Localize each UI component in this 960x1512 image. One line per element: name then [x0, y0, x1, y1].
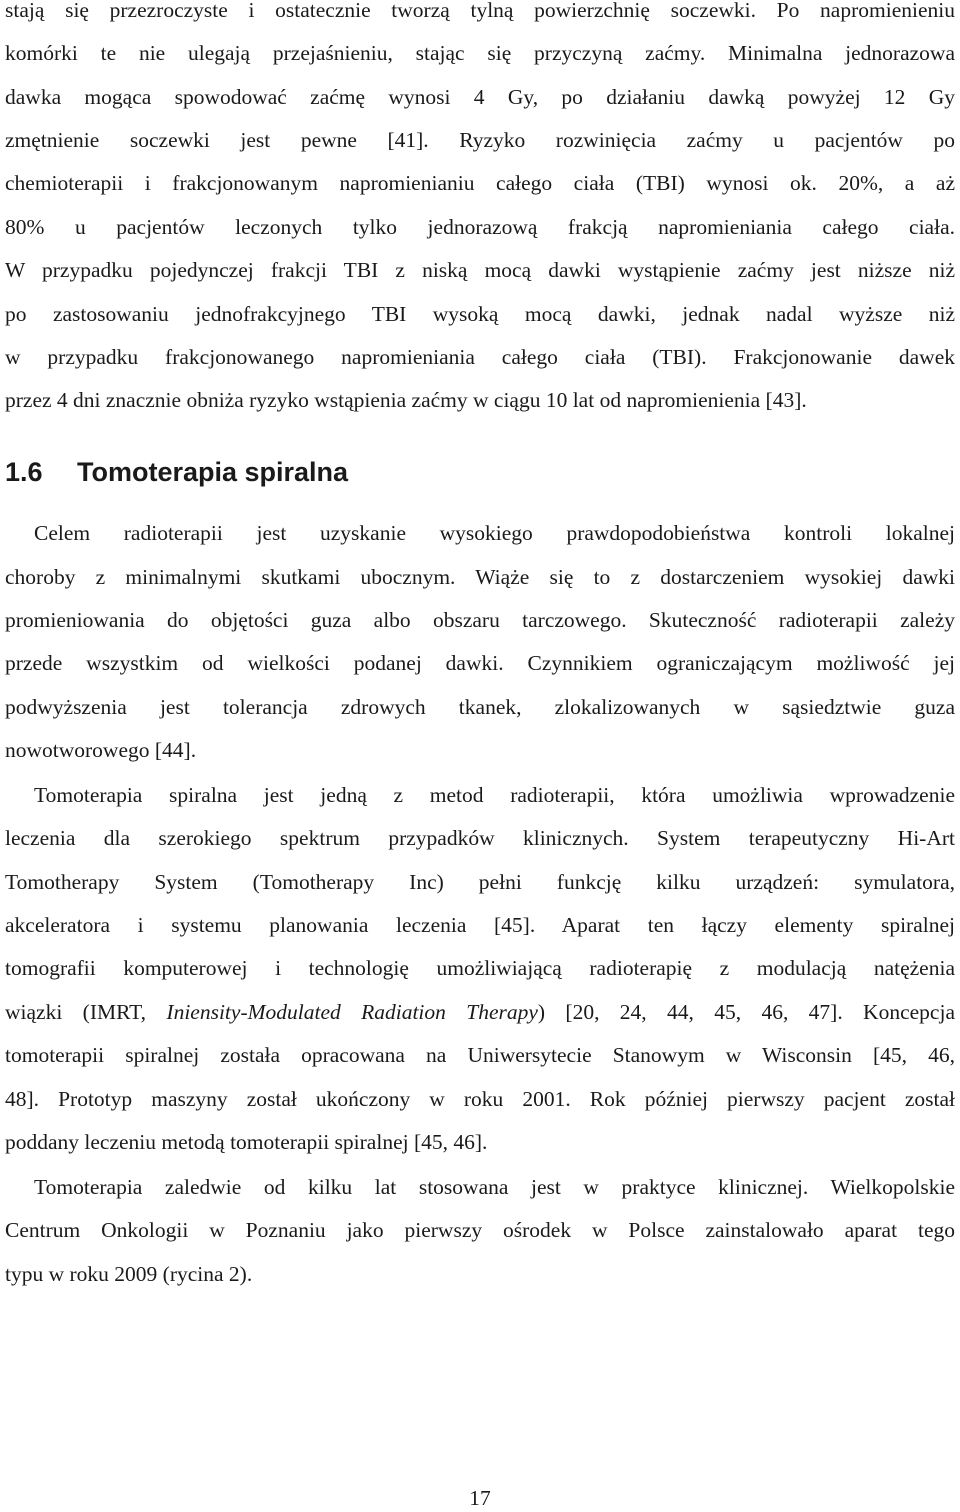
text-line: Centrum Onkologii w Poznaniu jako pierwszy ośrodek w Polsce zainstalowało aparat tego — [5, 1218, 955, 1242]
text-line: 80% u pacjentów leczonych tylko jednorazową frakcją napromieniania całego ciała. — [5, 215, 955, 239]
text-line: tomografii komputerowej i technologię umożliwiającą radioterapię z modulacją natężenia — [5, 956, 955, 980]
text-segment: ) [20, 24, 44, 45, 46, 47]. Koncepcja — [537, 1000, 955, 1024]
text-line: stają się przezroczyste i ostatecznie tworzą tylną powierzchnię soczewki. Po napromienieniu — [5, 0, 955, 22]
text-line: komórki te nie ulegają przejaśnieniu, stając się przyczyną zaćmy. Minimalna jednorazowa — [5, 41, 955, 65]
text-line: w przypadku frakcjonowanego napromieniania całego ciała (TBI). Frakcjonowanie dawek — [5, 345, 955, 369]
text-line: Tomoterapia spiralna jest jedną z metod radioterapii, która umożliwia wprowadzenie — [34, 783, 955, 807]
text-line: po zastosowaniu jednofrakcyjnego TBI wysoką mocą dawki, jednak nadal wyższe niż — [5, 302, 955, 326]
section-number: 1.6 — [5, 457, 43, 487]
text-line: typu w roku 2009 (rycina 2). — [5, 1262, 253, 1286]
text-line: leczenia dla szerokiego spektrum przypadków klinicznych. System terapeutyczny Hi-Art — [5, 826, 955, 850]
text-line: przez 4 dni znacznie obniża ryzyko wstąpienia zaćmy w ciągu 10 lat od napromienienia [43]. — [5, 388, 807, 412]
text-line: dawka mogąca spowodować zaćmę wynosi 4 Gy, po działaniu dawką powyżej 12 Gy — [5, 85, 955, 109]
text-line: podwyższenia jest tolerancja zdrowych tkanek, zlokalizowanych w sąsiedztwie guza — [5, 695, 955, 719]
text-line: 48]. Prototyp maszyny został ukończony w roku 2001. Rok później pierwszy pacjent został — [5, 1087, 955, 1111]
text-line: Tomotherapy System (Tomotherapy Inc) pełni funkcję kilku urządzeń: symulatora, — [5, 870, 955, 894]
section-title: Tomoterapia spiralna — [77, 457, 349, 487]
text-line: W przypadku pojedynczej frakcji TBI z niską mocą dawki wystąpienie zaćmy jest niższe niż — [5, 258, 955, 282]
italic-term: Iniensity-Modulated Radiation Therapy — [166, 1000, 538, 1024]
text-line: zmętnienie soczewki jest pewne [41]. Ryzyko rozwinięcia zaćmy u pacjentów po — [5, 128, 955, 152]
text-line — [5, 998, 955, 1026]
text-line: Celem radioterapii jest uzyskanie wysokiego prawdopodobieństwa kontroli lokalnej — [34, 521, 955, 545]
text-line: chemioterapii i frakcjonowanym napromienianiu całego ciała (TBI) wynosi ok. 20%, a aż — [5, 171, 955, 195]
section-heading — [5, 454, 348, 490]
page-number: 17 — [469, 1486, 491, 1510]
text-line: choroby z minimalnymi skutkami ubocznym. Wiąże się to z dostarczeniem wysokiej dawki — [5, 565, 955, 589]
text-line: tomoterapii spiralnej została opracowana na Uniwersytecie Stanowym w Wisconsin [45, 46, — [5, 1043, 955, 1067]
text-line: nowotworowego [44]. — [5, 738, 197, 762]
text-segment: wiązki (IMRT, — [5, 1000, 167, 1024]
text-line: poddany leczeniu metodą tomoterapii spiralnej [45, 46]. — [5, 1130, 488, 1154]
text-line: Tomoterapia zaledwie od kilku lat stosowana jest w praktyce klinicznej. Wielkopolskie — [34, 1175, 955, 1199]
text-line: akceleratora i systemu planowania leczenia [45]. Aparat ten łączy elementy spiralnej — [5, 913, 955, 937]
text-line: promieniowania do objętości guza albo obszaru tarczowego. Skuteczność radioterapii zależy — [5, 608, 955, 632]
text-line: przede wszystkim od wielkości podanej dawki. Czynnikiem ograniczającym możliwość jej — [5, 651, 955, 675]
